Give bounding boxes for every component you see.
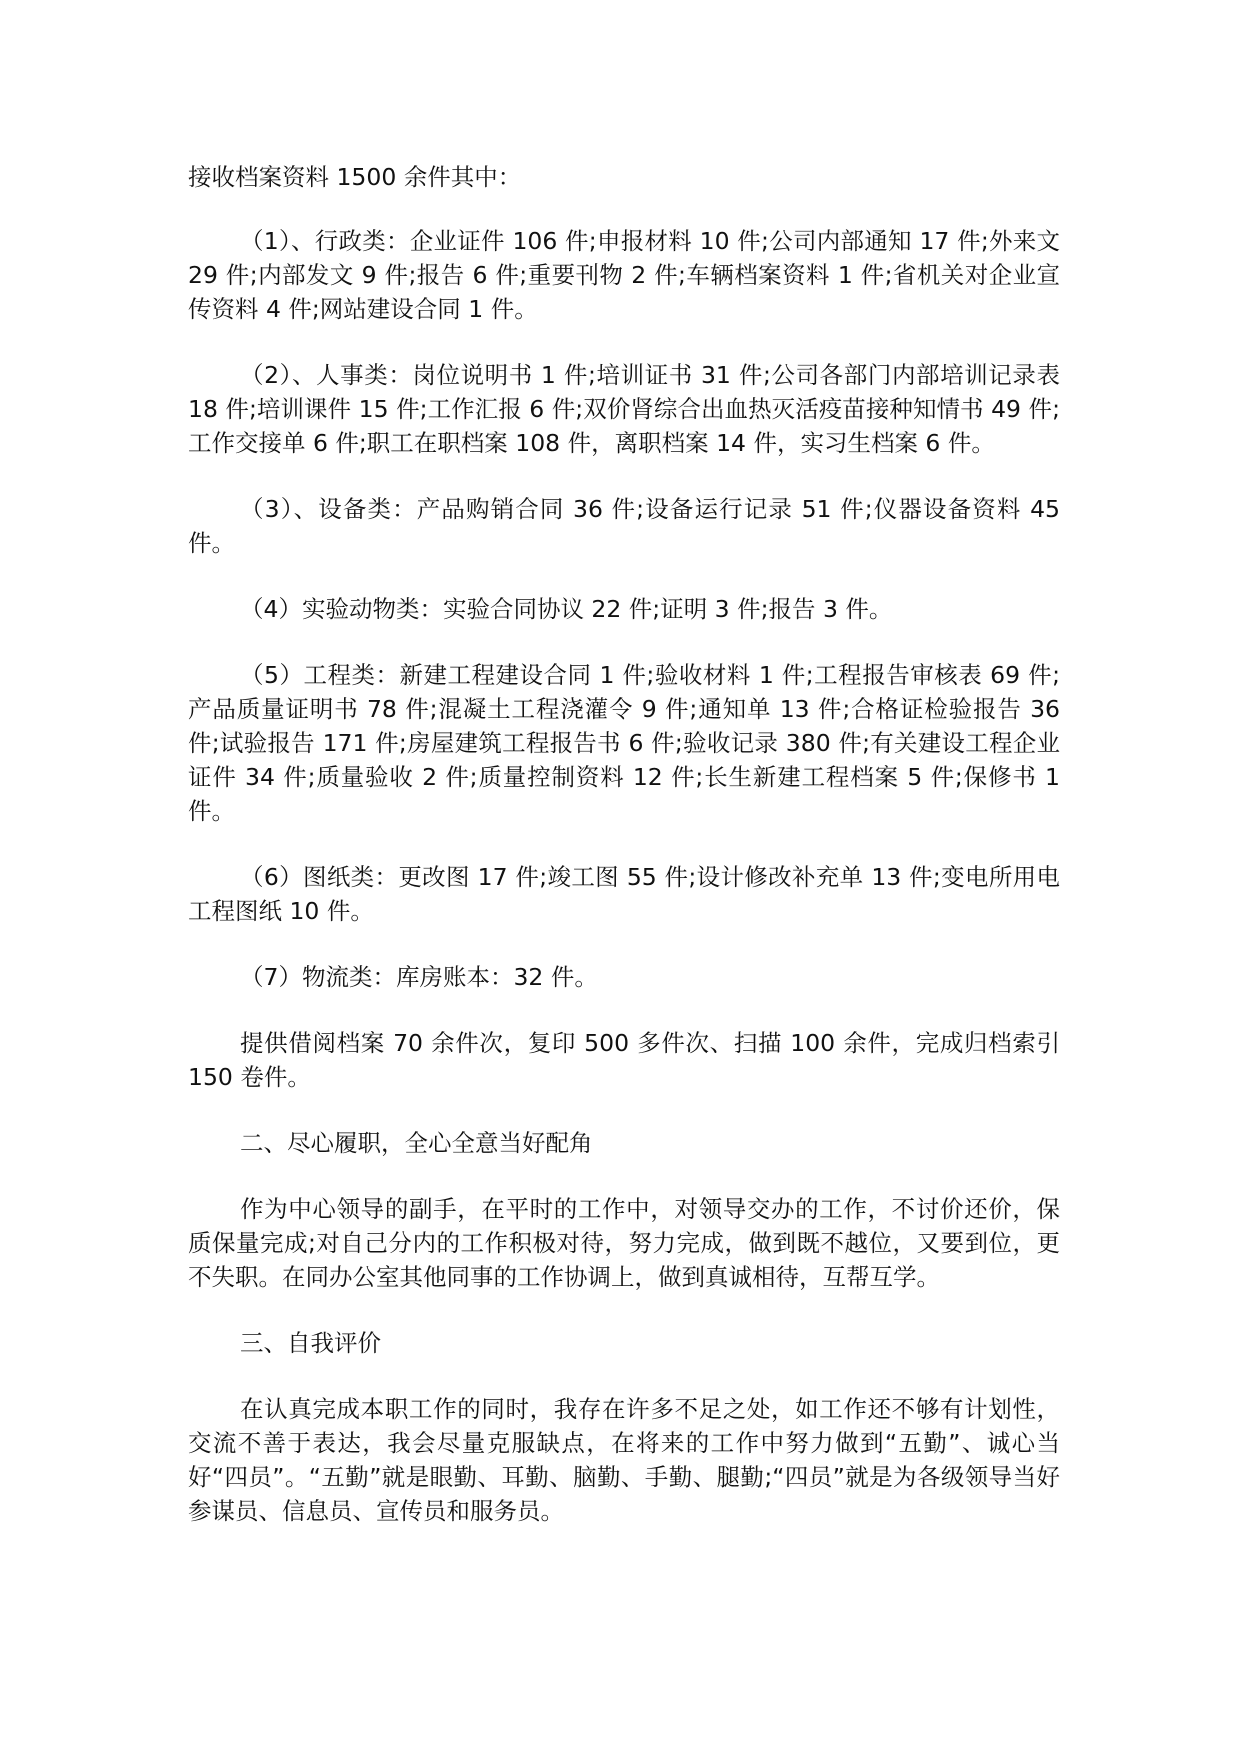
administrative-category-paragraph: （1）、行政类：企业证件 106 件;申报材料 10 件;公司内部通知 17 件;外来文 29 件;内部发文 9 件;报告 6 件;重要刊物 2 件;车辆档案资料 1 件;省机关对企业宣传资料 4 件;网站建设合同 1 件。 bbox=[188, 227, 1060, 323]
duty-paragraph: 作为中心领导的副手，在平时的工作中，对领导交办的工作，不讨价还价，保质保量完成;对自己分内的工作积极对待，努力完成，做到既不越位，又要到位，更不失职。在同办公室其他同事的工作协调上，做到真诚相待，互帮互学。 bbox=[188, 1195, 1060, 1291]
intro-paragraph: 接收档案资料 1500 余件其中： bbox=[188, 163, 522, 191]
lending-summary-paragraph: 提供借阅档案 70 余件次，复印 500 多件次、扫描 100 余件，完成归档索引 150 卷件。 bbox=[188, 1029, 1060, 1091]
personnel-category-paragraph: （2）、人事类：岗位说明书 1 件;培训证书 31 件;公司各部门内部培训记录表 18 件;培训课件 15 件;工作汇报 6 件;双价肾综合出血热灭活疫苗接种知情书 49 件;工作交接单 6 件;职工在职档案 108 件，离职档案 14 件，实习生档案 6 件。 bbox=[188, 361, 1060, 457]
document-body bbox=[188, 160, 1060, 1560]
section-heading-duty: 二、尽心履职，全心全意当好配角 bbox=[240, 1129, 593, 1157]
drawings-category-paragraph: （6）图纸类：更改图 17 件;竣工图 55 件;设计修改补充单 13 件;变电所用电工程图纸 10 件。 bbox=[188, 863, 1060, 925]
self-evaluation-paragraph: 在认真完成本职工作的同时，我存在许多不足之处，如工作还不够有计划性，交流不善于表达，我会尽量克服缺点，在将来的工作中努力做到“五勤”、诚心当好“四员”。“五勤”就是眼勤、耳勤、脑勤、手勤、腿勤;“四员”就是为各级领导当好参谋员、信息员、宣传员和服务员。 bbox=[188, 1395, 1060, 1525]
equipment-category-paragraph: （3）、设备类：产品购销合同 36 件;设备运行记录 51 件;仪器设备资料 45 件。 bbox=[188, 495, 1060, 557]
logistics-category-paragraph: （7）物流类：库房账本：32 件。 bbox=[240, 963, 598, 991]
section-heading-self-evaluation: 三、自我评价 bbox=[240, 1329, 381, 1357]
lab-animal-category-paragraph: （4）实验动物类：实验合同协议 22 件;证明 3 件;报告 3 件。 bbox=[240, 595, 893, 623]
engineering-category-paragraph: （5）工程类：新建工程建设合同 1 件;验收材料 1 件;工程报告审核表 69 件;产品质量证明书 78 件;混凝土工程浇灌令 9 件;通知单 13 件;合格证检验报告 36 件;试验报告 171 件;房屋建筑工程报告书 6 件;验收记录 380 件;有关建设工程企业证件 34 件;质量验收 2 件;质量控制资料 12 件;长生新建工程档案 5 件;保修书 1 件。 bbox=[188, 661, 1060, 825]
